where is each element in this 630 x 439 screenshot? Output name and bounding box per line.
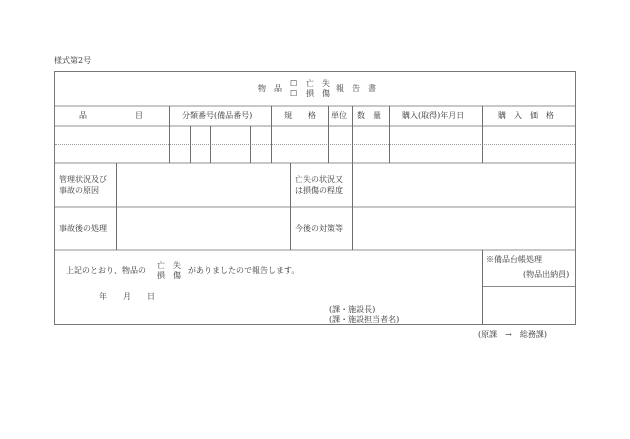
header-spec: 規 格 [284, 111, 316, 120]
title-damaged-2: 傷 [322, 89, 330, 98]
header-item-name: 品 目 [79, 111, 143, 120]
statement-suffix: がありましたので報告します。 [188, 266, 300, 275]
measures-field[interactable] [353, 207, 575, 249]
ledger-stamp-field[interactable] [483, 287, 575, 324]
ledger-title: ※備品台帳処理 [486, 255, 542, 264]
ledger-clerk: (物品出納員) [523, 270, 570, 279]
damage-label-2: は損傷の程度 [295, 186, 343, 195]
title-lost-2: 失 [322, 79, 330, 88]
divider-title [55, 105, 575, 107]
title-suffix: 報 告 書 [336, 84, 376, 93]
statement-option-lost: 亡 失 [157, 261, 181, 270]
management-field[interactable] [117, 163, 290, 206]
statement-prefix: 上記のとおり、物品の [66, 266, 146, 275]
signer-head[interactable]: (課・施設長) [329, 305, 376, 314]
signer-staff[interactable]: (課・施設担当者名) [329, 315, 400, 324]
table-row[interactable] [55, 145, 575, 162]
damage-label-1: 亡失の状況又 [295, 175, 343, 184]
statement-option-damaged: 損 傷 [157, 271, 181, 280]
header-classification: 分類番号(備品番号) [182, 111, 253, 120]
routing-note: (原課 → 総務課) [478, 330, 547, 339]
divider-bottom [55, 249, 575, 251]
aftermath-field[interactable] [117, 207, 290, 249]
title-prefix: 物 品 [258, 84, 282, 93]
header-purchase-date: 購入(取得)年月日 [402, 111, 465, 120]
aftermath-label: 事故後の処理 [59, 224, 107, 233]
form-number: 様式第2号 [54, 56, 92, 65]
lost-checkbox[interactable]: ☐ [290, 79, 298, 88]
management-label-1: 管理状況及び [59, 175, 107, 184]
header-purchase-price: 購 入 価 格 [498, 111, 554, 120]
damaged-checkbox[interactable]: ☐ [290, 89, 298, 98]
table-row[interactable] [55, 126, 575, 144]
damage-field[interactable] [353, 163, 575, 206]
title-lost-1: 亡 [306, 79, 314, 88]
report-date[interactable]: 年 月 日 [99, 292, 155, 301]
header-quantity: 数 量 [357, 111, 381, 120]
management-label-2: 事故の原因 [59, 186, 99, 195]
measures-label: 今後の対策等 [295, 224, 343, 233]
title-damaged-1: 損 [306, 89, 314, 98]
header-unit: 単位 [331, 111, 347, 120]
label-divider-mid [290, 163, 291, 250]
